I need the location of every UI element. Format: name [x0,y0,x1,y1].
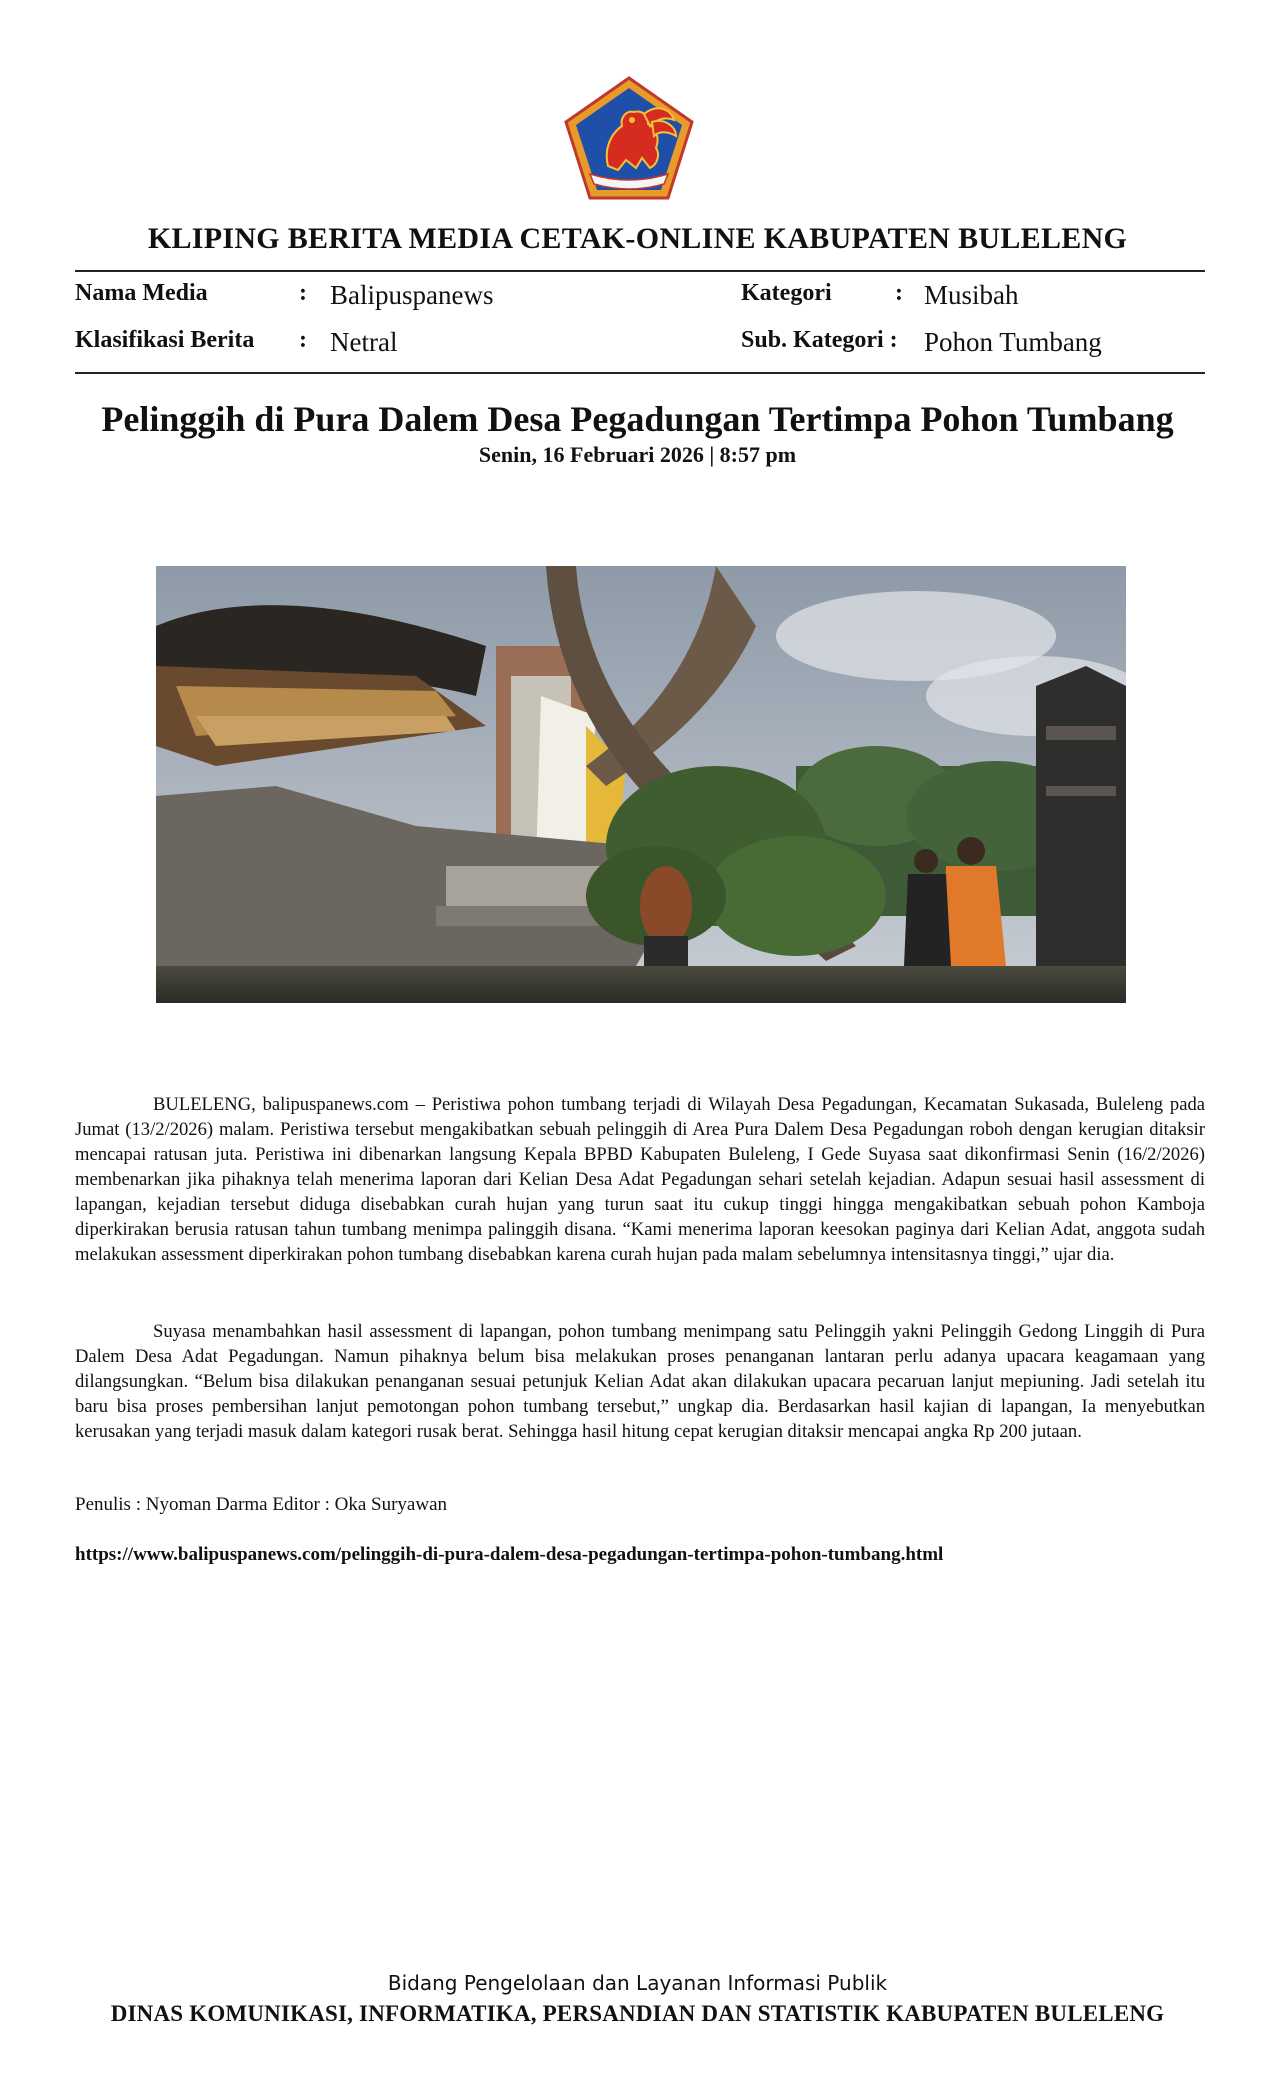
article-source-url[interactable]: https://www.balipuspanews.com/pelinggih-di-pura-dalem-desa-pegadungan-tertimpa-pohon-tumbang.html [75,1544,944,1565]
kategori-label: Kategori [741,280,832,306]
singa-ambara-raja-crest-icon [560,74,698,202]
news-photo [156,566,1126,1003]
article-paragraph-1: BULELENG, balipuspanews.com – Peristiwa pohon tumbang terjadi di Wilayah Desa Pegadungan, Kecamatan Sukasada, Buleleng pada Jumat (13/2/2026) malam. Peristiwa tersebut mengakibatkan sebuah pelinggih di Area Pura Dalem Desa Pegadungan roboh dengan kerugian ditaksir mencapai ratusan juta. Peristiwa ini dibenarkan langsung Kepala BPBD Kabupaten Buleleng, I Gede Suyasa saat dikonfirmasi Senin (16/2/2026) membenarkan jika pihaknya telah menerima laporan dari Kelian Desa Adat Pegadungan sehari setelah kejadian. Adapun sesuai hasil assessment di lapangan, kejadian tersebut diduga disebabkan curah hujan yang turun saat itu cukup tinggi hingga mengakibatkan sebuah pohon Kamboja diperkirakan berusia ratusan tahun tumbang menimpa palinggih disana. “Kami menerima laporan keesokan paginya dari Kelian Adat, anggota sudah melakukan assessment diperkirakan pohon tumbang disebabkan karena curah hujan pada malam sebelumnya intensitasnya tinggi,” ujar dia. [75,1094,1205,1265]
klasifikasi-berita-colon: : [299,327,307,353]
klasifikasi-berita-label: Klasifikasi Berita [75,327,255,353]
article-date: Senin, 16 Februari 2026 | 8:57 pm [478,442,797,467]
article-title: Pelinggih di Pura Dalem Desa Pegadungan Tertimpa Pohon Tumbang [101,399,1174,439]
article-paragraph-2: Suyasa menambahkan hasil assessment di lapangan, pohon tumbang menimpang satu Pelinggih yakni Pelinggih Gedong Linggih di Pura Dalem Desa Adat Pegadungan. Namun pihaknya belum bisa melakukan proses penanganan lantaran perlu adanya upacara keagamaan yang dilangsungkan. “Belum bisa dilakukan penanganan sesuai petunjuk Kelian Adat akan dilakukan upacara pecaruan lanjut mepiuning. Jadi setelah itu baru bisa proses pembersihan lanjut pemotongan pohon tumbang tersebut,” ungkap dia. Berdasarkan hasil kajian di lapangan, Ia menyebutkan kerusakan yang terjadi masuk dalam kategori rusak berat. Sehingga hasil hitung cepat kerugian ditaksir mencapai angka Rp 200 jutaan. [75,1321,1205,1442]
nama-media-value: Balipuspanews [330,280,494,310]
nama-media-colon: : [299,280,307,306]
nama-media-label: Nama Media [75,280,208,306]
footer-agency: DINAS KOMUNIKASI, INFORMATIKA, PERSANDIAN DAN STATISTIK KABUPATEN BULELENG [110,2001,1165,2026]
sub-kategori-label: Sub. Kategori : [741,327,898,353]
footer-division: Bidang Pengelolaan dan Layanan Informasi Publik [387,1971,888,1995]
clipping-header-title: KLIPING BERITA MEDIA CETAK-ONLINE KABUPATEN BULELENG [147,222,1128,255]
header-divider [75,270,1205,272]
kategori-value: Musibah [924,280,1019,310]
sub-kategori-value: Pohon Tumbang [924,327,1102,357]
meta-divider [75,372,1205,374]
klasifikasi-berita-value: Netral [330,327,398,357]
kategori-colon: : [895,280,903,306]
article-byline: Penulis : Nyoman Darma Editor : Oka Suryawan [75,1494,448,1515]
